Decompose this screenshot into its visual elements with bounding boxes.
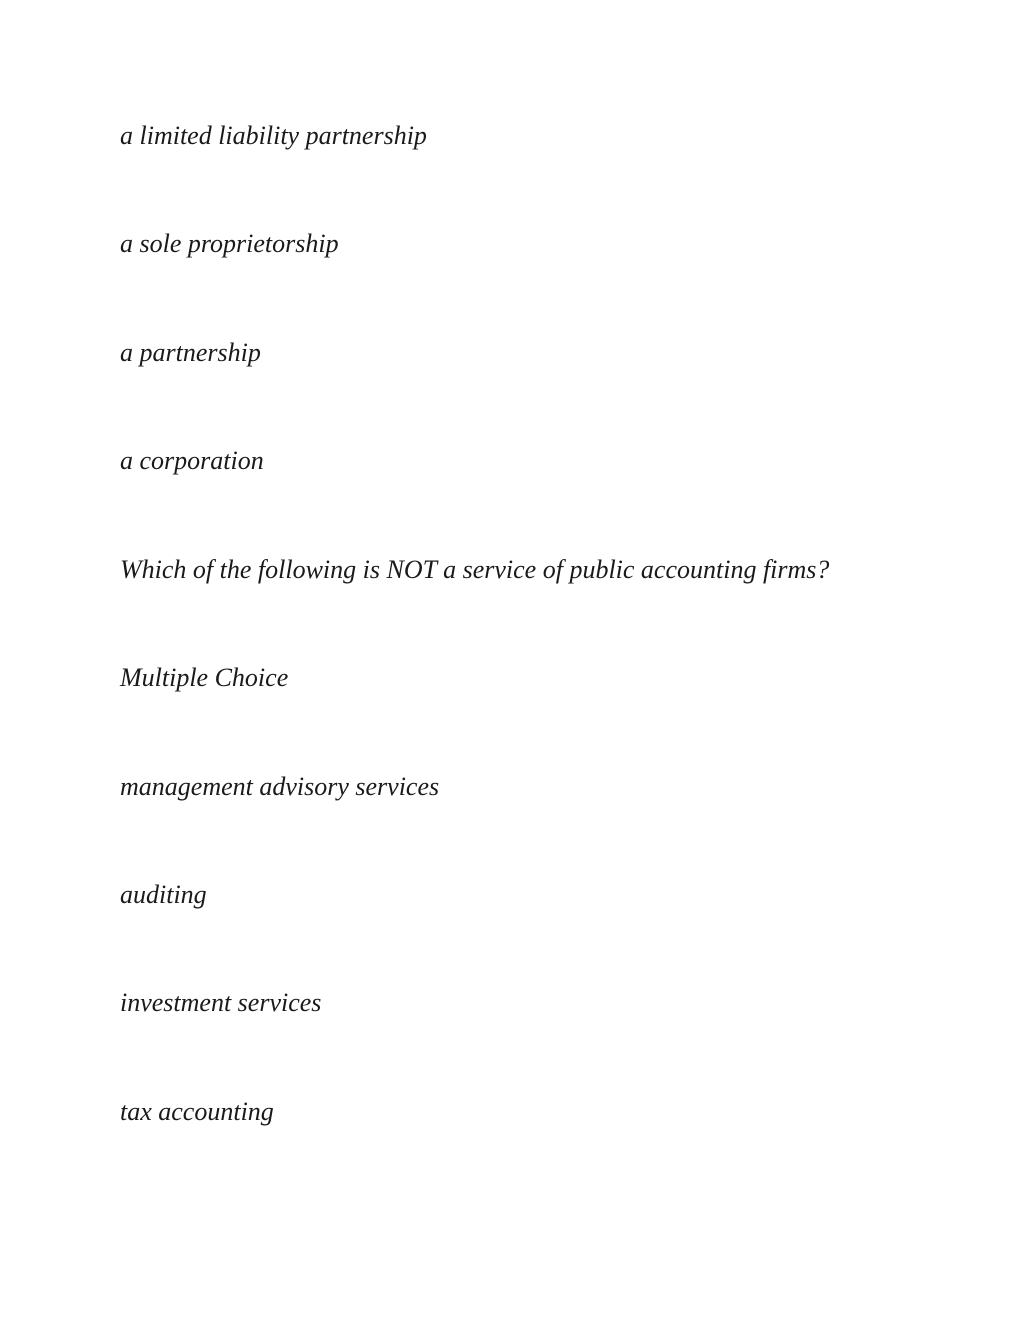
answer-option: tax accounting <box>120 1097 274 1126</box>
answer-option: a corporation <box>120 446 264 475</box>
answer-option: a limited liability partnership <box>120 121 427 150</box>
answer-option: a partnership <box>120 338 261 367</box>
answer-option: management advisory services <box>120 772 440 801</box>
answer-option: investment services <box>120 988 322 1017</box>
question-type-label: Multiple Choice <box>120 663 289 692</box>
question-text: Which of the following is NOT a service of public accounting firms? <box>120 555 830 584</box>
answer-option: auditing <box>120 880 207 909</box>
answer-option: a sole proprietorship <box>120 229 339 258</box>
